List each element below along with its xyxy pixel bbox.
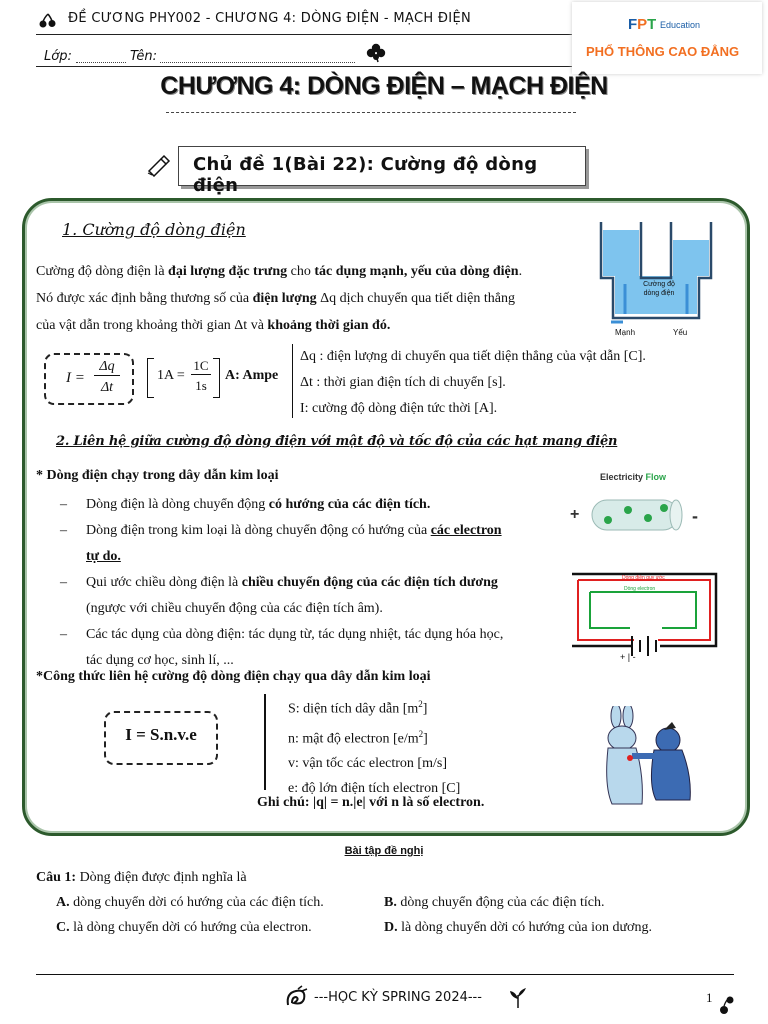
sprout-icon (508, 987, 528, 1014)
battery-label: + | - (620, 652, 636, 662)
def-e: e: độ lớn điện tích electron [C] (288, 780, 461, 796)
vessel-caption-left: Mạnh (615, 328, 636, 337)
def-s: S: diện tích dây dẫn $[m^2]$ (288, 699, 428, 717)
section2-bullets (60, 492, 560, 674)
flow-plus: + (570, 506, 580, 523)
section2-sub1: * Dòng điện chạy trong dây dẫn kim loại (36, 468, 279, 483)
flow-minus: - (692, 506, 698, 526)
exercises-heading: Bài tập đề nghị (344, 845, 424, 857)
unit-label: A: Ampe (225, 368, 279, 383)
option-b[interactable]: B. dòng chuyển động của các điện tích. (384, 895, 605, 910)
footer-term: ---HỌC KỲ SPRING 2024--- (314, 990, 482, 1005)
fpt-brand: FPT (628, 16, 657, 33)
def-q: Δq : điện lượng di chuyển qua tiết diện thẳng của vật dẫn [C]. (300, 349, 646, 364)
definitions-list (300, 344, 646, 422)
snve-definitions (288, 692, 460, 801)
def-n: n: mật độ electron $[e/m^2]$ (288, 729, 428, 747)
section1-paragraph (36, 258, 586, 339)
fpt-logo (572, 2, 762, 74)
clover-icon (366, 43, 386, 68)
para-line-2: Nó được xác định bằng thương số của điện lượng Δq dịch chuyển qua tiết diện thẳng (36, 291, 515, 306)
bullet-4-cont: tác dụng cơ học, sinh lí, ... (86, 653, 234, 668)
bullet-2: – Dòng điện trong kim loại là dòng chuyển động có hướng của các electron (60, 523, 502, 538)
page-number: 1 (706, 990, 713, 1005)
section2-heading: 2. Liên hệ giữa cường độ dòng điện với mật độ và tốc độ của các hạt mang điện (56, 434, 618, 449)
def-t: Δt : thời gian điện tích di chuyển [s]. (300, 375, 506, 390)
formula-num: Δq (94, 359, 120, 376)
cherry-icon (38, 12, 58, 33)
formula-current-box (44, 353, 134, 405)
bullet-3: – Qui ước chiều dòng điện là chiều chuyển động của các điện tích dương (60, 575, 498, 590)
bullet-1: – Dòng điện là dòng chuyển động có hướng của các điện tích. (60, 497, 431, 512)
cartoon-image (598, 706, 698, 806)
formula-lhs: I = (66, 370, 85, 386)
unit-lhs: 1A = (157, 368, 185, 383)
flow-title: Electricity Flow (600, 472, 667, 482)
para-line-1: Cường độ dòng điện là đại lượng đặc trưng cho tác dụng mạnh, yếu của dòng điện. (36, 264, 523, 279)
footer-rule (36, 974, 734, 975)
formula-den: Δt (100, 380, 114, 395)
def-v: v: vận tốc các electron [m/s] (288, 756, 447, 772)
definitions-bracket (292, 344, 293, 418)
snve-bracket (264, 694, 266, 790)
def-i: I: cường độ dòng điện tức thời [A]. (300, 401, 498, 416)
water-vessels-image (595, 218, 725, 340)
section2-sub2: *Công thức liên hệ cường độ dòng điện chạy qua dây dẫn kim loại (36, 669, 431, 684)
option-a[interactable]: A. dòng chuyển dời có hướng của các điện tích. (56, 895, 324, 910)
vessel-caption-center: Cường độ dòng điện (643, 281, 675, 297)
bullet-4: – Các tác dụng của dòng điện: tác dụng từ, tác dụng nhiệt, tác dụng hóa học, (60, 627, 504, 642)
vessel-caption-right: Yếu (673, 328, 688, 337)
electricity-flow-image (568, 470, 718, 550)
circuit-label-top: Dòng điện quy ước (622, 575, 665, 581)
topic-title: Chủ đề 1(Bài 22): Cường độ dòng điện (193, 154, 538, 196)
unit-num: 1C (191, 358, 211, 375)
section1-heading: 1. Cường độ dòng điện (62, 220, 246, 239)
school-name: PHỔ THÔNG CAO ĐẲNG (586, 44, 740, 59)
topic-box (178, 146, 586, 196)
bullet-3-cont: (ngược với chiều chuyển động của các điện tích âm). (86, 601, 383, 616)
class-label: Lớp: (44, 49, 72, 64)
option-d[interactable]: D. là dòng chuyển dời có hướng của ion dương. (384, 920, 652, 935)
circuit-label-inner: Dòng electron (624, 586, 656, 592)
formula-snve-box (104, 711, 218, 765)
formula-snve: I = S.n.v.e (125, 725, 197, 744)
snve-note: Ghi chú: |q| = n.|e| với n là số electron. (257, 795, 485, 810)
question-1: Câu 1: Dòng điện được định nghĩa là (36, 870, 247, 885)
unit-formula (147, 356, 297, 400)
doc-title: ĐỀ CƯƠNG PHY002 - CHƯƠNG 4: DÒNG ĐIỆN - MẠCH ĐIỆN (68, 11, 471, 26)
option-c[interactable]: C. là dòng chuyển dời có hướng của electron. (56, 920, 312, 935)
unit-den: 1s (195, 378, 207, 393)
pencil-note-icon (146, 153, 172, 182)
para-line-3: của vật dẫn trong khoảng thời gian Δt và khoảng thời gian đó. (36, 318, 391, 333)
bullet-2-cont: tự do. (86, 549, 121, 564)
corner-ornament-icon (718, 994, 736, 1021)
dragon-icon (284, 985, 310, 1016)
chapter-title: CHƯƠNG 4: DÒNG ĐIỆN – MẠCH ĐIỆN (160, 72, 608, 100)
circuit-image (568, 570, 720, 666)
fpt-sub: Education (660, 20, 701, 30)
name-label: Tên: (130, 49, 157, 64)
